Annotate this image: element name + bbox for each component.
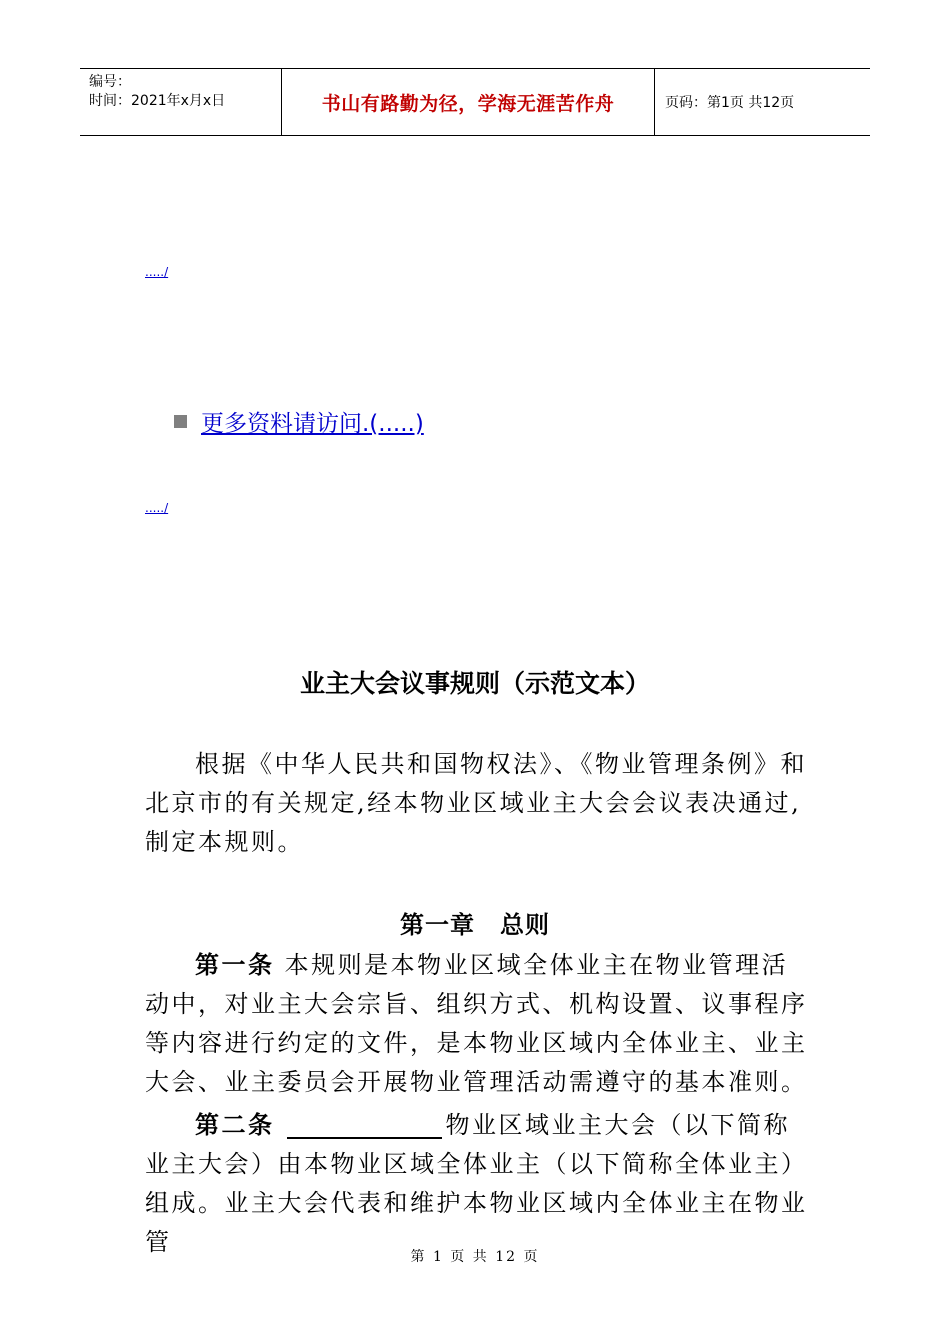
time-label: 时间：2021年x月x日 xyxy=(89,93,226,109)
header-meta xyxy=(80,69,282,135)
document-title: 业主大会议事规则（示范文本） xyxy=(299,669,650,698)
header-motto: 书山有路勤为径，学海无涯苦作舟 xyxy=(282,69,655,135)
article-1-label: 第一条 xyxy=(195,950,275,979)
page-header xyxy=(80,68,870,136)
chapter-heading: 第一章 总则 xyxy=(400,910,550,939)
intro-paragraph: 根据《中华人民共和国物权法》、《物业管理条例》和北京市的有关规定,经本物业区域业主大会会议表决通过,制定本规则。 xyxy=(145,750,807,856)
page-footer: 第 1 页 共 12 页 xyxy=(410,1249,540,1265)
article-2-label: 第二条 xyxy=(195,1110,275,1139)
article-2 xyxy=(145,1105,810,1262)
article-2-text: 物业区域业主大会（以下简称业主大会）由本物业区域全体业主（以下简称全体业主）组成。业主大会代表和维护本物业区域内全体业主在物业管 xyxy=(145,1111,808,1256)
header-page-info: 页码：第1页 共12页 xyxy=(665,95,795,111)
number-label: 编号： xyxy=(89,74,131,90)
bullet-link-line xyxy=(174,405,424,438)
more-resources-link[interactable]: 更多资料请访问.(.....) xyxy=(201,411,424,437)
article-1 xyxy=(145,945,810,1102)
square-bullet-icon xyxy=(174,415,187,428)
article-1-text: 本规则是本物业区域全体业主在物业管理活动中，对业主大会宗旨、组织方式、机构设置、议事程序等内容进行约定的文件，是本物业区域内全体业主、业主大会、业主委员会开展物业管理活动需遵守的基本准则。 xyxy=(145,951,808,1096)
small-link-2[interactable]: ...../ xyxy=(145,501,169,515)
small-link-1[interactable]: ...../ xyxy=(145,265,169,279)
fill-in-blank xyxy=(287,1113,442,1139)
